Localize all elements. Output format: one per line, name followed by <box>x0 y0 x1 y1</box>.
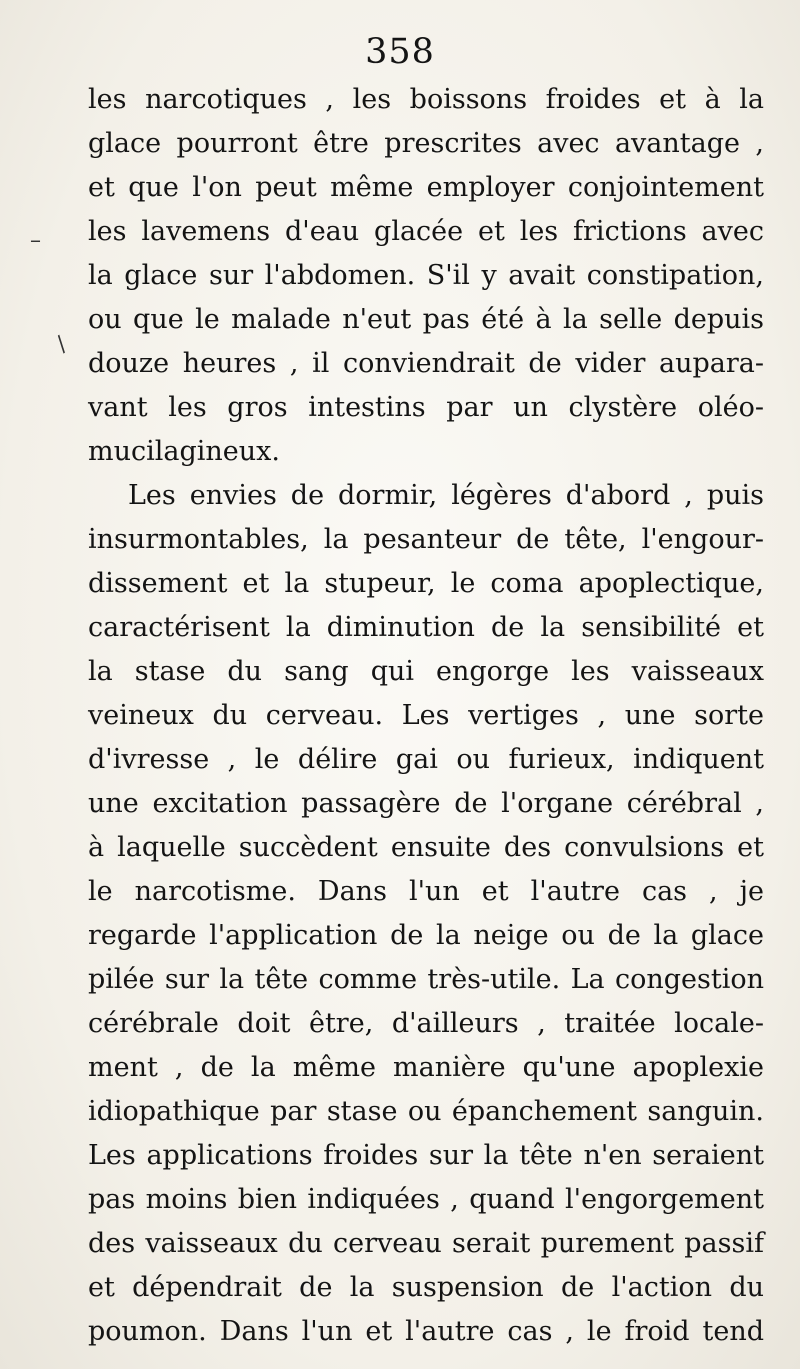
text-line: mucilagineux. <box>88 436 280 467</box>
text-line: et dépendrait de la suspension de l'action du <box>88 1272 764 1303</box>
text-line: glace pourront être prescrites avec avantage , <box>88 128 764 159</box>
text-line: regarde l'application de la neige ou de la glace <box>88 920 764 951</box>
paragraph-1 <box>88 78 764 474</box>
text-line: Les envies de dormir, légères d'abord , puis <box>128 480 764 511</box>
text-line: veineux du cerveau. Les vertiges , une sorte <box>88 700 764 731</box>
text-line: des vaisseaux du cerveau serait purement passif <box>88 1228 764 1259</box>
text-line: douze heures , il conviendrait de vider aupara- <box>88 348 764 379</box>
text-line: pas moins bien indiquées , quand l'engorgement <box>88 1184 764 1215</box>
margin-mark: – <box>30 228 41 253</box>
paragraph-2 <box>88 474 764 1354</box>
text-line: les lavemens d'eau glacée et les frictions avec <box>88 216 764 247</box>
text-line: une excitation passagère de l'organe cérébral , <box>88 788 764 819</box>
text-line: poumon. Dans l'un et l'autre cas , le froid tend <box>88 1316 764 1347</box>
text-line: ou que le malade n'eut pas été à la selle depuis <box>88 304 764 335</box>
text-line: ment , de la même manière qu'une apoplexie <box>88 1052 764 1083</box>
text-line: caractérisent la diminution de la sensibilité et <box>88 612 764 643</box>
text-line: et que l'on peut même employer conjointement <box>88 172 764 203</box>
text-line: d'ivresse , le délire gai ou furieux, indiquent <box>88 744 764 775</box>
text-line: vant les gros intestins par un clystère oléo- <box>88 392 764 423</box>
text-line: à laquelle succèdent ensuite des convulsions et <box>88 832 764 863</box>
text-line: idiopathique par stase ou épanchement sanguin. <box>88 1096 764 1127</box>
text-line: dissement et la stupeur, le coma apoplectique, <box>88 568 764 599</box>
text-line: Les applications froides sur la tête n'en seraient <box>88 1140 764 1171</box>
text-line: cérébrale doit être, d'ailleurs , traitée locale- <box>88 1008 764 1039</box>
page-number: 358 <box>365 32 435 72</box>
text-line: pilée sur la tête comme très-utile. La congestion <box>88 964 764 995</box>
body-text <box>88 78 764 1354</box>
text-line: la glace sur l'abdomen. S'il y avait constipation, <box>88 260 764 291</box>
text-line: la stase du sang qui engorge les vaisseaux <box>88 656 764 687</box>
margin-mark: / <box>51 332 72 357</box>
text-line: insurmontables, la pesanteur de tête, l'engour- <box>88 524 764 555</box>
text-line: le narcotisme. Dans l'un et l'autre cas , je <box>88 876 764 907</box>
text-line: les narcotiques , les boissons froides et à la <box>88 84 764 115</box>
